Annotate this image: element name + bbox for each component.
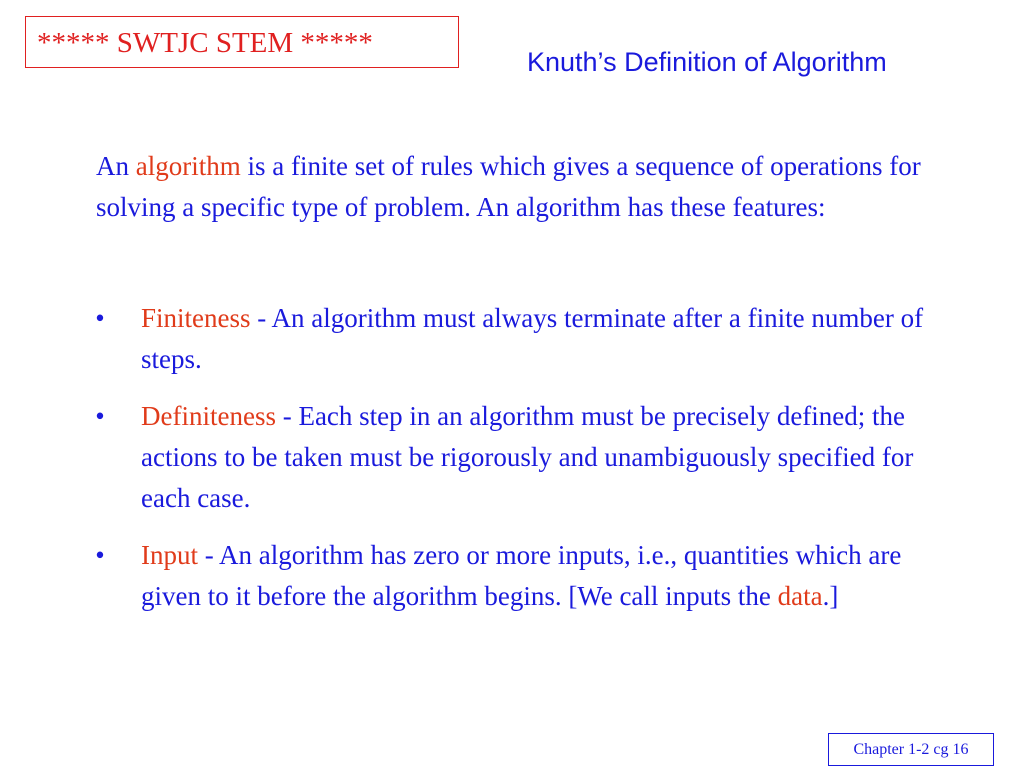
bullet-icon: • <box>95 303 105 333</box>
term-definiteness: Definiteness <box>141 401 276 431</box>
page-number-box: Chapter 1-2 cg 16 <box>828 733 994 766</box>
term-finiteness: Finiteness <box>141 303 251 333</box>
list-item-definiteness <box>90 396 950 519</box>
intro-paragraph <box>96 146 996 228</box>
input-description: - An algorithm has zero or more inputs, i.e., quantities which are given to it before the algorithm begins. [We call inputs the <box>141 540 902 611</box>
finiteness-description: - An algorithm must always terminate after a finite number of steps. <box>141 303 924 374</box>
input-description-tail: .] <box>822 581 839 611</box>
term-data: data <box>777 581 823 611</box>
definiteness-description: - Each step in an algorithm must be precisely defined; the actions to be taken must be rigorously and unambiguously specified for each case. <box>141 401 914 513</box>
list-item-finiteness <box>90 298 950 380</box>
feature-list <box>90 298 950 633</box>
bullet-icon: • <box>95 401 105 431</box>
term-input: Input <box>141 540 198 570</box>
header-banner: ***** SWTJC STEM ***** <box>25 16 459 68</box>
list-item-input <box>90 535 950 617</box>
intro-term-algorithm: algorithm <box>135 151 241 181</box>
intro-text: is a finite set of rules which gives a sequence of operations for solving a specific type of problem. An algorithm has these features: <box>96 151 921 222</box>
intro-lead: An <box>96 151 136 181</box>
bullet-icon: • <box>95 540 105 570</box>
slide-title: Knuth’s Definition of Algorithm <box>527 47 887 77</box>
